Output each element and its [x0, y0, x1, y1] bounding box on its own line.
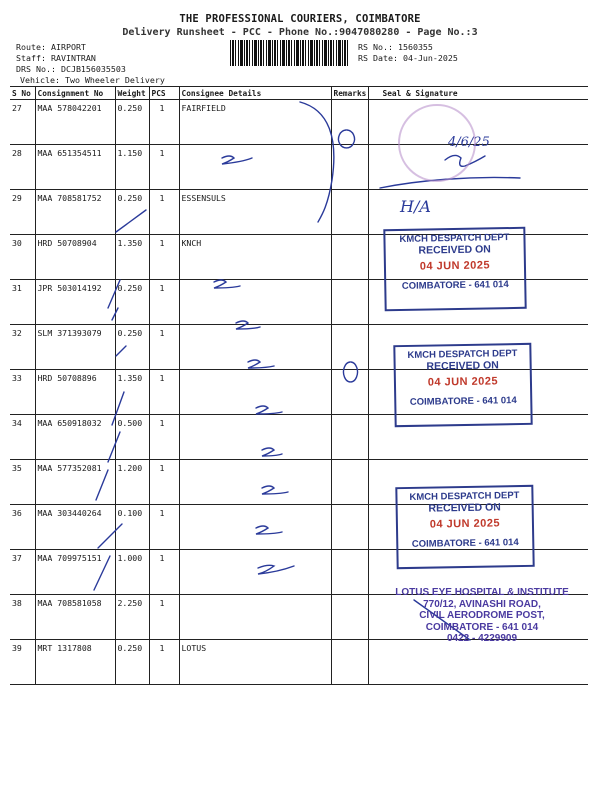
drs-number: DRS No.: DCJB156035503 [16, 64, 126, 74]
cell-consignment: HRD 50708904 [35, 235, 115, 280]
col-remarks: Remarks [331, 87, 368, 100]
cell-consignee [179, 370, 331, 415]
lotus-name: LOTUS EYE HOSPITAL & INSTITUTE [395, 587, 569, 598]
cell-pcs: 1 [149, 415, 179, 460]
table-header-row [10, 87, 588, 100]
cell-pcs: 1 [149, 640, 179, 685]
cell-sno: 30 [10, 235, 35, 280]
cell-remarks [331, 640, 368, 685]
cell-consignee [179, 460, 331, 505]
cell-pcs: 1 [149, 100, 179, 145]
cell-consignment: MAA 578042201 [35, 100, 115, 145]
cell-weight: 2.250 [115, 595, 149, 640]
col-sno: S No [10, 87, 35, 100]
cell-remarks [331, 280, 368, 325]
staff-label: Staff: RAVINTRAN [16, 53, 96, 63]
cell-pcs: 1 [149, 145, 179, 190]
stamp-city: COIMBATORE - 641 014 [409, 395, 517, 408]
kmch-stamp [393, 343, 532, 427]
cell-pcs: 1 [149, 325, 179, 370]
cell-consignee: FAIRFIELD [179, 100, 331, 145]
cell-consignment: MAA 708581058 [35, 595, 115, 640]
cell-sno: 35 [10, 460, 35, 505]
cell-consignment: MRT 1317808 [35, 640, 115, 685]
cell-remarks [331, 550, 368, 595]
cell-remarks [331, 325, 368, 370]
cell-weight: 1.150 [115, 145, 149, 190]
cell-weight: 1.000 [115, 550, 149, 595]
cell-consignment: MAA 577352081 [35, 460, 115, 505]
cell-consignment: MAA 650918032 [35, 415, 115, 460]
lotus-stamp [392, 587, 572, 645]
date-note: 4/6/25 [448, 135, 490, 150]
lotus-address-1: 770/12, AVINASHI ROAD, [423, 598, 541, 610]
cell-sno: 28 [10, 145, 35, 190]
col-consignee: Consignee Details [179, 87, 331, 100]
cell-sno: 39 [10, 640, 35, 685]
stamp-date: 04 JUN 2025 [419, 259, 491, 273]
cell-remarks [331, 595, 368, 640]
cell-weight: 1.350 [115, 235, 149, 280]
cell-weight: 1.200 [115, 460, 149, 505]
cell-pcs: 1 [149, 370, 179, 415]
cell-consignment: MAA 651354511 [35, 145, 115, 190]
cell-sno: 33 [10, 370, 35, 415]
cell-consignee [179, 415, 331, 460]
kmch-stamp [395, 485, 534, 569]
cell-consignee: KNCH [179, 235, 331, 280]
cell-remarks [331, 190, 368, 235]
stamp-dept: KMCH DESPATCH DEPT [399, 232, 510, 245]
cell-weight: 0.500 [115, 415, 149, 460]
cell-pcs: 1 [149, 595, 179, 640]
cell-remarks [331, 235, 368, 280]
cell-consignment: JPR 503014192 [35, 280, 115, 325]
col-seal: Seal & Signature [368, 87, 588, 100]
stamp-date: 04 JUN 2025 [427, 375, 499, 389]
kmch-stamp [383, 227, 526, 311]
cell-remarks [331, 460, 368, 505]
cell-pcs: 1 [149, 190, 179, 235]
cell-consignee [179, 550, 331, 595]
document-title: THE PROFESSIONAL COURIERS, COIMBATORE [179, 13, 421, 25]
stamp-dept: KMCH DESPATCH DEPT [409, 490, 520, 503]
vehicle-label: Vehicle: Two Wheeler Delivery [20, 75, 165, 85]
cell-sno: 27 [10, 100, 35, 145]
table-row [10, 100, 588, 145]
cell-sno: 31 [10, 280, 35, 325]
round-seal [398, 104, 476, 182]
cell-seal [368, 640, 588, 685]
cell-remarks [331, 415, 368, 460]
cell-sno: 38 [10, 595, 35, 640]
cell-consignment: MAA 303440264 [35, 505, 115, 550]
col-weight: Weight [115, 87, 149, 100]
cell-weight: 0.250 [115, 640, 149, 685]
cell-weight: 0.250 [115, 100, 149, 145]
cell-pcs: 1 [149, 280, 179, 325]
stamp-city: COIMBATORE - 641 014 [411, 537, 519, 550]
col-consignment: Consignment No [35, 87, 115, 100]
cell-remarks [331, 145, 368, 190]
cell-weight: 1.350 [115, 370, 149, 415]
table-row [10, 640, 588, 685]
cell-pcs: 1 [149, 550, 179, 595]
cell-consignment: MAA 708581752 [35, 190, 115, 235]
cell-weight: 0.250 [115, 190, 149, 235]
cell-consignee [179, 280, 331, 325]
route-label: Route: AIRPORT [16, 42, 86, 52]
col-pcs: PCS [149, 87, 179, 100]
stamp-date: 04 JUN 2025 [429, 517, 501, 531]
cell-sno: 36 [10, 505, 35, 550]
cell-weight: 0.250 [115, 280, 149, 325]
cell-remarks [331, 100, 368, 145]
stamp-received: RECEIVED ON [428, 501, 501, 515]
cell-consignee [179, 595, 331, 640]
table-row [10, 145, 588, 190]
cell-consignment: SLM 371393079 [35, 325, 115, 370]
stamp-received: RECEIVED ON [426, 359, 499, 373]
cell-weight: 0.250 [115, 325, 149, 370]
cell-sno: 37 [10, 550, 35, 595]
stamp-city: COIMBATORE - 641 014 [401, 279, 509, 292]
cell-consignee [179, 505, 331, 550]
stamp-dept: KMCH DESPATCH DEPT [407, 348, 518, 361]
cell-remarks [331, 370, 368, 415]
cell-consignee [179, 325, 331, 370]
cell-pcs: 1 [149, 460, 179, 505]
hla-note: H/A [400, 197, 431, 216]
cell-pcs: 1 [149, 235, 179, 280]
lotus-phone: 0422 - 4229909 [446, 633, 518, 644]
cell-sno: 29 [10, 190, 35, 235]
lotus-address-3: COIMBATORE - 641 014 [425, 621, 539, 633]
lotus-address-2: CIVIL AERODROME POST, [419, 610, 545, 621]
document-subtitle: Delivery Runsheet - PCC - Phone No.:9047080280 - Page No.:3 [122, 27, 478, 38]
cell-pcs: 1 [149, 505, 179, 550]
stamp-received: RECEIVED ON [418, 243, 491, 257]
cell-consignee: ESSENSULS [179, 190, 331, 235]
cell-sno: 34 [10, 415, 35, 460]
cell-sno: 32 [10, 325, 35, 370]
rs-number: RS No.: 1560355 [358, 42, 433, 52]
cell-consignee: LOTUS [179, 640, 331, 685]
cell-consignment: HRD 50708896 [35, 370, 115, 415]
cell-consignee [179, 145, 331, 190]
cell-remarks [331, 505, 368, 550]
rs-date: RS Date: 04-Jun-2025 [358, 53, 458, 63]
cell-weight: 0.100 [115, 505, 149, 550]
barcode [230, 40, 350, 66]
cell-consignment: MAA 709975151 [35, 550, 115, 595]
